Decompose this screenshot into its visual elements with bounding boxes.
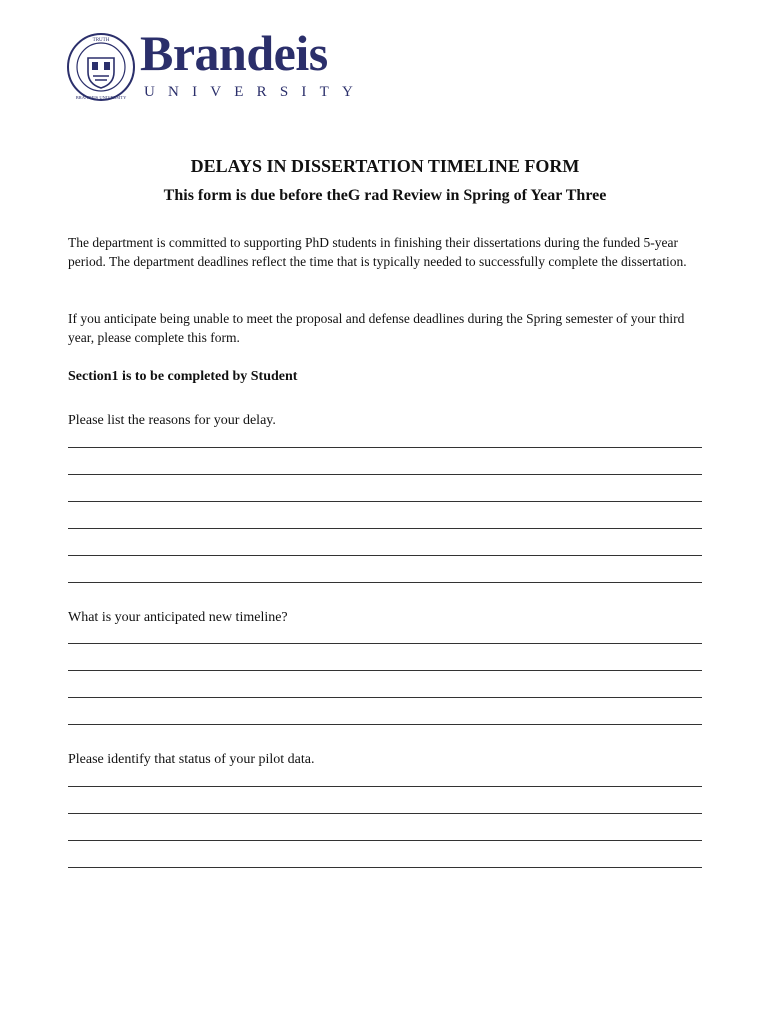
seal-text-top: TRUTH xyxy=(92,38,110,43)
intro-paragraph: The department is committed to supporting PhD students in finishing their dissertations during the funded 5-year period. The department deadlines reflect the time that is typically needed to successfully complete the dissertation. xyxy=(68,235,687,269)
answer-line[interactable] xyxy=(68,840,702,841)
answer-line[interactable] xyxy=(68,786,702,787)
brandeis-logo xyxy=(66,25,366,106)
answer-line[interactable] xyxy=(68,670,702,671)
form-subtitle: This form is due before theG rad Review in Spring of Year Three xyxy=(163,187,607,204)
answer-line[interactable] xyxy=(68,501,702,502)
answer-line[interactable] xyxy=(68,697,702,698)
form-title: DELAYS IN DISSERTATION TIMELINE FORM xyxy=(190,156,580,176)
brandeis-wordmark: Brandeis xyxy=(140,25,328,81)
section-heading: Section1 is to be completed by Student xyxy=(68,369,298,384)
answer-line[interactable] xyxy=(68,474,702,475)
university-wordmark: UNIVERSITY xyxy=(144,84,366,100)
question-pilot-data: Please identify that status of your pilot data. xyxy=(68,752,315,767)
seal-text-ring: BRANDEIS UNIVERSITY xyxy=(75,95,127,100)
answer-line[interactable] xyxy=(68,528,702,529)
instruction-paragraph: If you anticipate being unable to meet the proposal and defense deadlines during the Spring semester of your third year, please complete this form. xyxy=(68,311,685,345)
question-delay-reasons: Please list the reasons for your delay. xyxy=(68,413,276,428)
answer-line[interactable] xyxy=(68,582,702,583)
answer-line[interactable] xyxy=(68,643,702,644)
answer-line[interactable] xyxy=(68,555,702,556)
question-new-timeline: What is your anticipated new timeline? xyxy=(68,610,288,625)
answer-line[interactable] xyxy=(68,447,702,448)
university-seal-icon xyxy=(66,32,136,102)
answer-line[interactable] xyxy=(68,813,702,814)
answer-line[interactable] xyxy=(68,724,702,725)
answer-line[interactable] xyxy=(68,867,702,868)
